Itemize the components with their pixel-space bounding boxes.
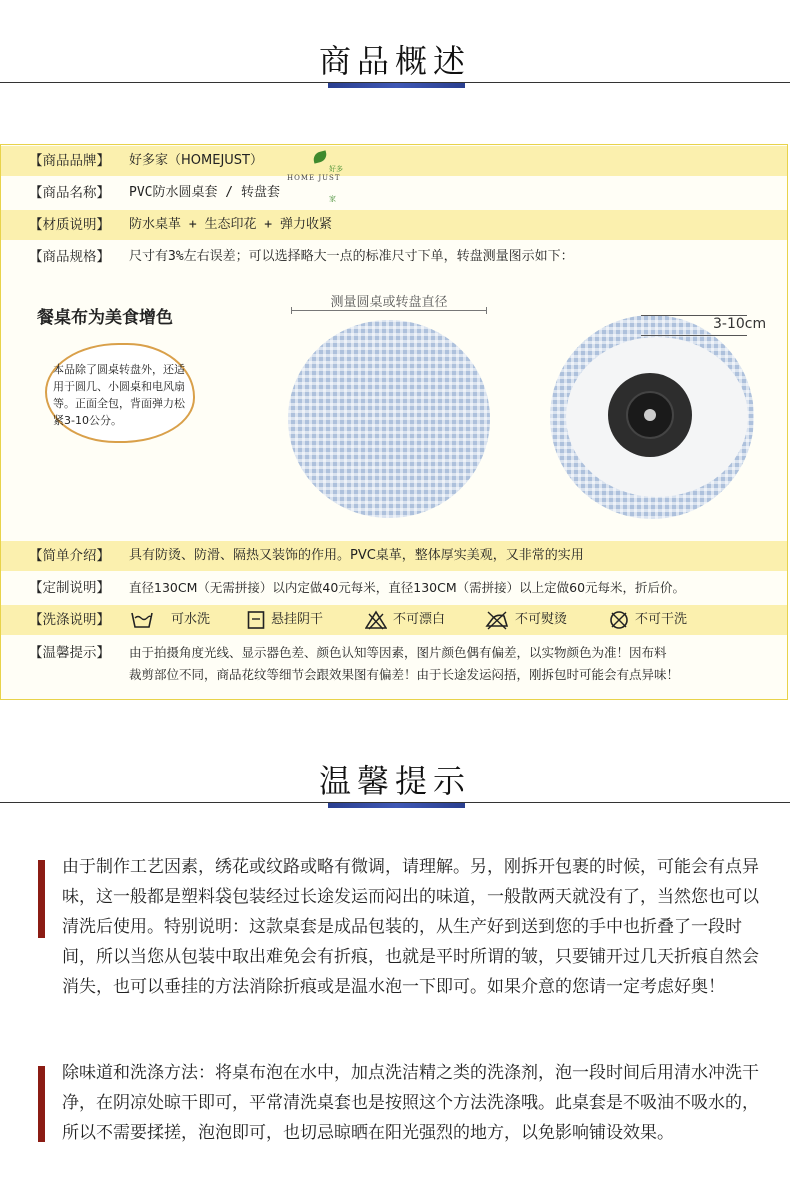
no-bleach-icon — [365, 610, 387, 630]
no-iron-icon — [485, 610, 509, 630]
care-hang-dry — [247, 605, 323, 635]
turntable-icon — [608, 373, 692, 457]
care-label: 不可漂白 — [393, 612, 446, 627]
tablecloth-top-image — [288, 320, 490, 518]
care-label: 不可熨烫 — [515, 612, 568, 627]
care-label: 不可干洗 — [635, 612, 688, 627]
care-label: 悬挂阴干 — [271, 612, 324, 627]
care-no-dryclean — [609, 605, 687, 635]
tip-text: 由于制作工艺因素，绣花或纹路或略有微调，请理解。另，刚拆开包裹的时候，可能会有点异味，这一般都是塑料袋包装经过长途发运而闷出的味道，一般散两天就没有了，当然您也可以清洗后使用。特别说明：这款桌套是成品包装的，从生产好到送到您的手中也折叠了一段时间，所以当您从包装中取出难免会有折痕，也就是平时所谓的皱，只要铺开过几天折痕自然会消失，也可以垂挂的方法消除折痕或是温水泡一下即可。如果介意的您请一定考虑好奥！ — [62, 857, 759, 997]
row-label: 【定制说明】 — [29, 580, 110, 596]
tip-paragraph-1 — [38, 852, 758, 1032]
leaf-icon — [312, 150, 328, 163]
row-value: 防水桌革 + 生态印花 + 弹力收紧 — [129, 217, 332, 232]
care-label: 可水洗 — [171, 612, 211, 627]
row-value: 直径130CM（无需拼接）以内定做40元每米，直径130CM（需拼接）以上定做60元每米，折后价。 — [129, 580, 686, 595]
tip-text: 除味道和洗涤方法：将桌布泡在水中，加点洗洁精之类的洗涤剂，泡一段时间后用清水冲洗干净，在阴凉处晾干即可，平常清洗桌套也是按照这个方法洗涤哦。此桌套是不吸油不吸水的，所以不需要揉搓，泡泡即可，也切忌晾晒在阳光强烈的地方，以免影响铺设效果。 — [62, 1063, 759, 1143]
info-row-notice — [1, 639, 787, 689]
info-row-material — [1, 210, 787, 240]
feature-bubble — [45, 343, 195, 443]
row-label: 【商品品牌】 — [29, 153, 110, 169]
tip-marker — [38, 860, 45, 938]
row-label: 【温馨提示】 — [29, 645, 110, 661]
info-row-name — [1, 178, 787, 208]
header-accent-bar — [328, 803, 465, 808]
row-value: 好多家（HOMEJUST） — [129, 153, 263, 168]
row-value: PVC防水圆桌套 / 转盘套 — [129, 185, 280, 200]
row-value-line1: 由于拍摄角度光线、显示器色差、颜色认知等因素，图片颜色偶有偏差，以实物颜色为准！因布料 — [129, 645, 667, 660]
section-title: 温馨提示 — [318, 762, 471, 800]
info-row-custom — [1, 573, 787, 603]
tip-marker — [38, 1066, 45, 1142]
washable-icon — [131, 610, 153, 630]
care-washable — [131, 605, 210, 635]
row-label: 【材质说明】 — [29, 217, 110, 233]
gap-line-bottom — [641, 335, 747, 336]
tablecloth-bottom-image — [550, 315, 754, 519]
info-row-wash — [1, 605, 787, 635]
no-dryclean-icon — [609, 610, 629, 630]
row-value: 尺寸有3%左右误差；可以选择略大一点的标准尺寸下单，转盘测量图示如下： — [129, 249, 574, 264]
care-no-bleach — [365, 605, 445, 635]
row-label: 【商品规格】 — [29, 249, 110, 265]
measure-line — [291, 310, 487, 311]
tip-paragraph-2 — [38, 1058, 758, 1183]
header-accent-bar — [328, 83, 465, 88]
feature-title: 餐桌布为美食增色 — [37, 308, 173, 328]
row-value-line2: 裁剪部位不同，商品花纹等细节会跟效果图有偏差！由于长途发运闷捂，刚拆包时可能会有点异味！ — [129, 667, 680, 682]
measure-label: 测量圆桌或转盘直径 — [330, 295, 448, 310]
row-label: 【洗涤说明】 — [29, 612, 110, 628]
logo-text: HOME JUST — [287, 174, 341, 182]
logo-cn-text: 好多家 — [329, 165, 343, 203]
section-title: 商品概述 — [318, 42, 471, 80]
row-label: 【简单介绍】 — [29, 548, 110, 564]
product-info-box — [0, 144, 788, 700]
row-label: 【商品名称】 — [29, 185, 110, 201]
info-row-spec — [1, 242, 787, 272]
gap-label: 3-10cm — [713, 316, 767, 332]
brand-logo — [287, 152, 349, 203]
care-no-iron — [485, 605, 567, 635]
hang-dry-icon — [247, 610, 265, 630]
row-value: 具有防烫、防滑、隔热又装饰的作用。PVC桌革，整体厚实美观，又非常的实用 — [129, 548, 584, 563]
feature-text: 本品除了圆桌转盘外，还适用于圆几、小圆桌和电风扇等。正面全包，背面弹力松紧3-10公分。 — [53, 363, 185, 427]
info-row-intro — [1, 541, 787, 571]
